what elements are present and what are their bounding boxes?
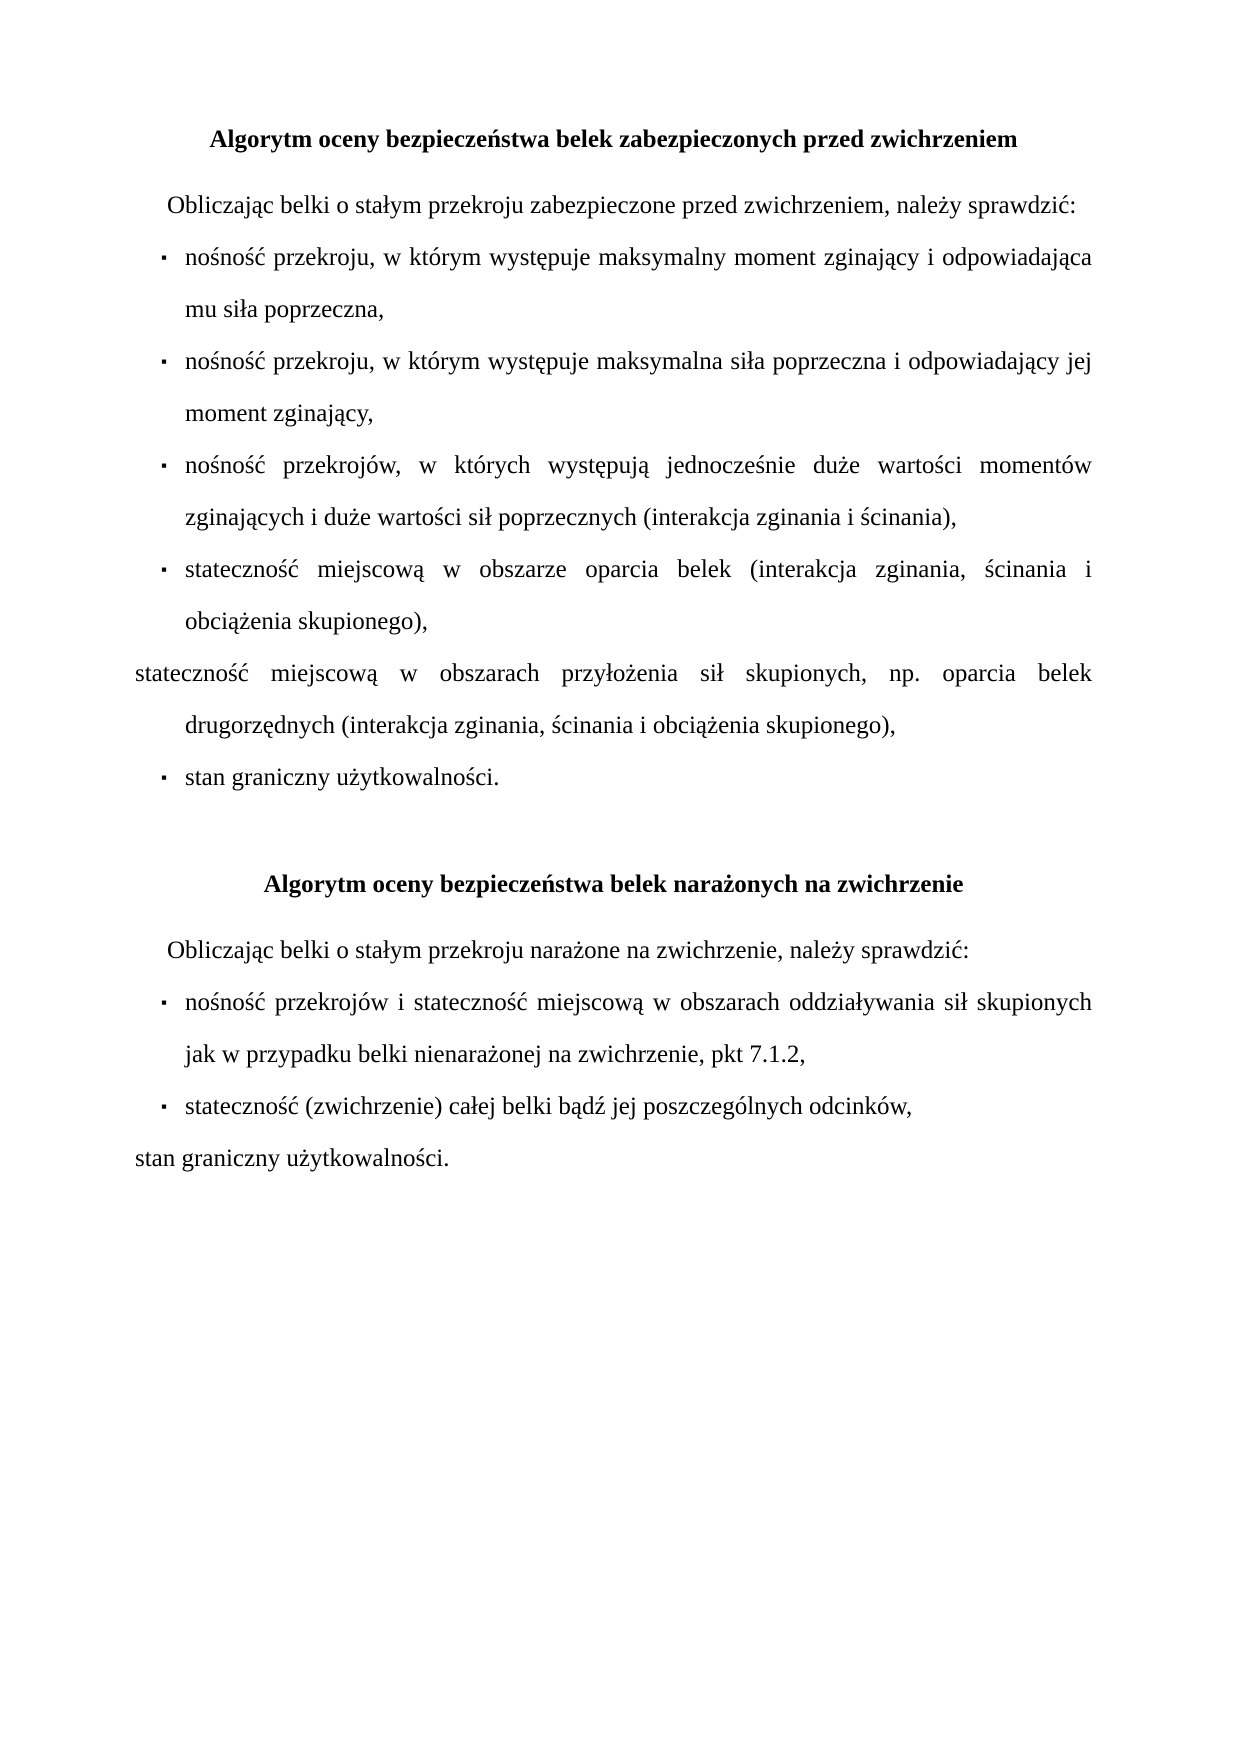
intro-paragraph-protected-beams: Obliczając belki o stałym przekroju zabezpieczone przed zwichrzeniem, należy sprawdzić: — [167, 192, 1077, 219]
bullet-marker-icon: ▪ — [161, 352, 168, 371]
section-protected-beams — [135, 114, 1092, 804]
bullet-list-protected-beams — [135, 232, 1092, 648]
list-item — [135, 752, 1092, 804]
bullet-marker-icon: ▪ — [161, 456, 168, 475]
list-item-text: stan graniczny użytkowalności. — [185, 764, 500, 791]
section-heading-protected-beams: Algorytm oceny bezpieczeństwa belek zabezpieczonych przed zwichrzeniem — [209, 126, 1018, 153]
list-item — [135, 544, 1092, 648]
list-item-text: stateczność miejscową w obszarze oparcia belek (interakcja zginania, ścinania i obciążenia skupionego), — [185, 556, 1092, 635]
bullet-marker-icon: ▪ — [161, 560, 168, 579]
bullet-marker-icon: ▪ — [161, 768, 168, 787]
bullet-marker-icon: ▪ — [161, 993, 168, 1012]
list-item — [135, 336, 1092, 440]
bullet-marker-icon: ▪ — [161, 1097, 168, 1116]
list-item-text: nośność przekroju, w którym występuje maksymalny moment zginający i odpowiadająca mu siła poprzeczna, — [185, 244, 1092, 323]
list-item-text: nośność przekrojów i stateczność miejscową w obszarach oddziaływania sił skupionych jak w przypadku belki nienarażonej na zwichrzenie, pkt 7.1.2, — [185, 989, 1092, 1068]
hanging-paragraph: stateczność miejscową w obszarach przyłożenia sił skupionych, np. oparcia belek drugorzędnych (interakcja zginania, ścinania i obciążenia skupionego), — [135, 660, 1092, 739]
closing-paragraph: stan graniczny użytkowalności. — [135, 1145, 450, 1172]
section-exposed-beams — [135, 859, 1092, 1185]
list-item-text: nośność przekroju, w którym występuje maksymalna siła poprzeczna i odpowiadający jej moment zginający, — [185, 348, 1092, 427]
list-item — [135, 1081, 1092, 1133]
intro-paragraph-exposed-beams: Obliczając belki o stałym przekroju narażone na zwichrzenie, należy sprawdzić: — [167, 937, 970, 964]
list-item — [135, 440, 1092, 544]
section-heading-exposed-beams: Algorytm oceny bezpieczeństwa belek narażonych na zwichrzenie — [263, 871, 964, 898]
bullet-list-protected-beams-final — [135, 752, 1092, 804]
bullet-list-exposed-beams — [135, 977, 1092, 1133]
list-item — [135, 232, 1092, 336]
list-item-text: nośność przekrojów, w których występują jednocześnie duże wartości momentów zginających i duże wartości sił poprzecznych (interakcja zginania i ścinania), — [185, 452, 1092, 531]
list-item — [135, 977, 1092, 1081]
list-item-text: stateczność (zwichrzenie) całej belki bądź jej poszczególnych odcinków, — [185, 1093, 913, 1120]
bullet-marker-icon: ▪ — [161, 248, 168, 267]
